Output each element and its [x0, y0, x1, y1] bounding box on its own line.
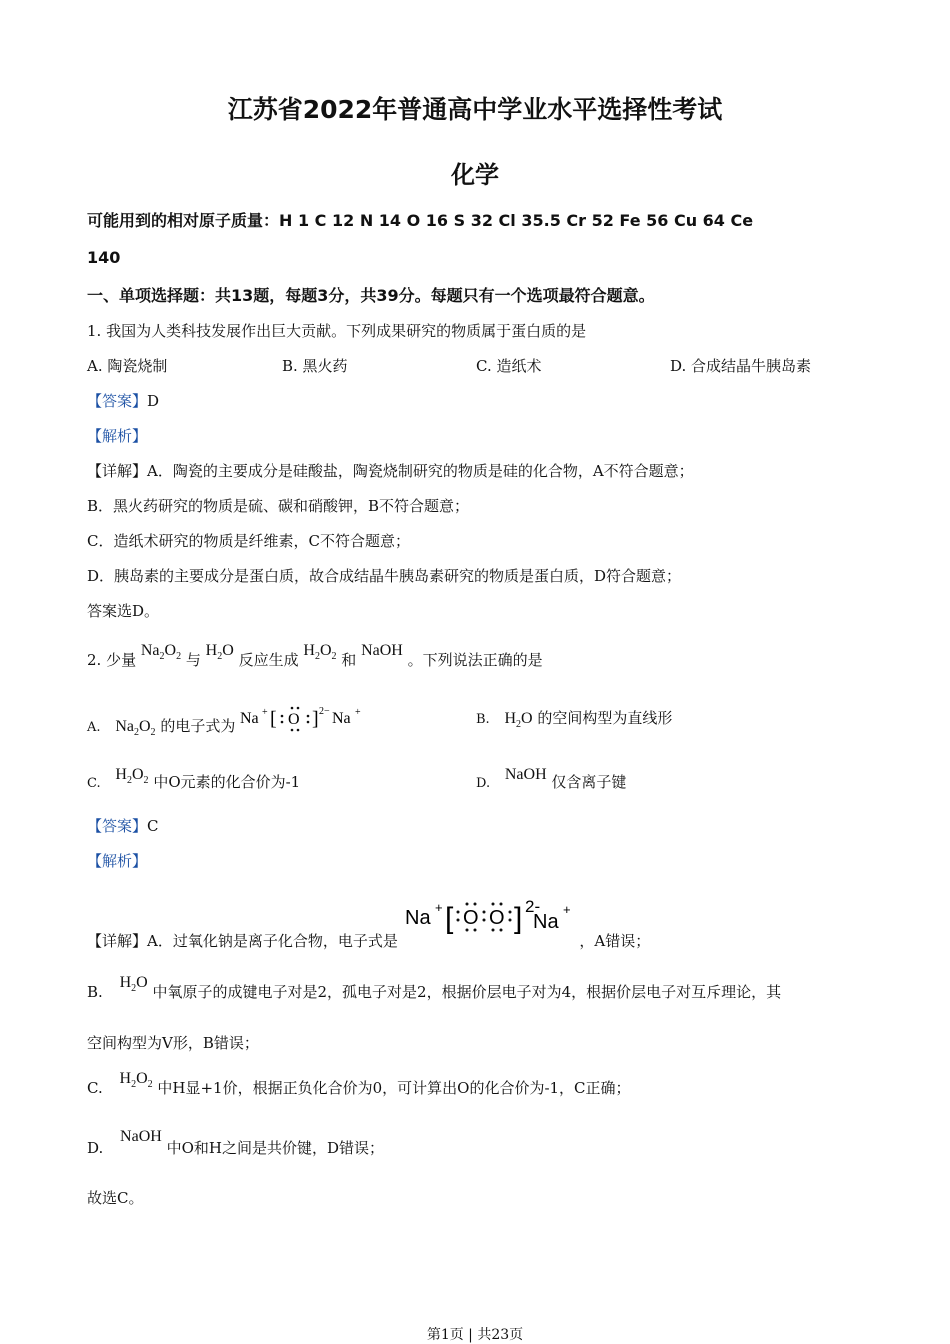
- svg-text:Na: Na: [332, 710, 351, 727]
- page-title: 江苏省2022年普通高中学业水平选择性考试: [227, 95, 723, 124]
- answer-tag: 【答案】: [87, 817, 148, 835]
- formula-naoh: NaOH: [504, 766, 547, 783]
- answer-value: C: [147, 817, 159, 835]
- q1-detail-b: B．黑火药研究的物质是硫、碳和硝酸钾，B不符合题意；: [87, 497, 470, 515]
- q1-detail-a: [87, 461, 694, 481]
- opt-text: 的电子式为: [160, 717, 236, 735]
- q1-detail-c: C．造纸术研究的物质是纤维素，C不符合题意；: [87, 532, 410, 550]
- svg-text:O: O: [488, 907, 505, 929]
- q2-stem-suffix: 。下列说法正确的是: [407, 651, 543, 669]
- q2-stem-mid: 反应生成: [238, 651, 299, 669]
- q2-stem-he: 和: [341, 651, 357, 669]
- q1-option-a: A. 陶瓷烧制: [87, 357, 168, 375]
- subject-title: 化学: [451, 161, 499, 189]
- atomic-masses-line2: 140: [87, 248, 121, 267]
- electron-formula-detailed-image: [403, 898, 575, 938]
- opt-text: 中O元素的化合价为-1: [153, 773, 301, 791]
- detail-label: C.: [87, 1079, 103, 1097]
- svg-text:+: +: [562, 902, 571, 917]
- electron-formula-simple-image: [240, 705, 365, 739]
- q1-stem: 1. 我国为人类科技发展作出巨大贡献。下列成果研究的物质属于蛋白质的是: [87, 322, 587, 340]
- q2-option-b: [476, 708, 672, 735]
- detail-end: ，A错误；: [579, 932, 651, 950]
- svg-text:+: +: [355, 707, 361, 718]
- detail-text: A．陶瓷的主要成分是硅酸盐，陶瓷烧制研究的物质是硅的化合物，A不符合题意；: [147, 462, 694, 480]
- detail-text: 中氧原子的成键电子对是2，孤电子对是2，根据价层电子对为4，根据价层电子对互斥理论，其: [152, 983, 782, 1001]
- q2-detail-b2: 空间构型为V形，B错误；: [87, 1034, 259, 1052]
- opt-text: 的空间构型为直线形: [537, 709, 673, 727]
- q2-detail-d: [87, 1126, 384, 1156]
- formula-na2o2: $Na_2O_2$: [115, 718, 156, 739]
- q1-option-b: B. 黑火药: [282, 357, 348, 375]
- detail-tag: 【详解】: [87, 932, 148, 950]
- detail-tag: 【详解】: [87, 462, 148, 480]
- section-header: 一、单项选择题：共13题，每题3分，共39分。每题只有一个选项最符合题意。: [87, 286, 655, 305]
- svg-text:]: ]: [312, 708, 319, 730]
- svg-text:]: ]: [513, 902, 522, 935]
- formula-h2o2: $H_2O_2$: [119, 1070, 153, 1091]
- q2-option-c: [87, 765, 300, 794]
- page-footer: 第1页 | 共23页: [426, 1327, 524, 1343]
- opt-label: D.: [476, 776, 491, 791]
- formula-naoh: NaOH: [361, 642, 403, 659]
- formula-na2o2: $Na_2O_2$: [140, 642, 182, 663]
- q1-analysis-tag: 【解析】: [87, 427, 148, 445]
- formula-naoh: NaOH: [120, 1128, 162, 1145]
- detail-text: 中H显+1价，根据正负化合价为0，可计算出O的化合价为-1，C正确；: [157, 1079, 631, 1097]
- svg-text:Na: Na: [404, 907, 431, 929]
- q1-option-d: D. 合成结晶牛胰岛素: [670, 357, 812, 375]
- formula-h2o2: $H_2O_2$: [115, 766, 149, 787]
- formula-h2o: $H_2O$: [205, 642, 234, 663]
- q2-detail-c: [87, 1068, 631, 1098]
- q2-analysis-tag: 【解析】: [87, 852, 148, 870]
- q2-detail-b: [87, 972, 781, 1002]
- svg-text:O: O: [288, 711, 300, 728]
- opt-label: C.: [87, 776, 101, 791]
- q2-stem-prefix: 2. 少量: [87, 651, 137, 669]
- svg-text:2−: 2−: [319, 706, 330, 717]
- q2-answer: [87, 816, 159, 836]
- svg-text:+: +: [262, 707, 268, 718]
- q1-answer: [87, 391, 159, 411]
- q2-option-d: [476, 765, 626, 794]
- detail-text: A．过氧化钠是离子化合物，电子式是: [147, 932, 398, 950]
- detail-label: D.: [87, 1139, 104, 1157]
- formula-h2o: $H_2O$: [504, 710, 533, 731]
- formula-h2o: $H_2O$: [119, 974, 148, 995]
- svg-text:2-: 2-: [524, 898, 540, 916]
- q2-conclusion: 故选C。: [87, 1189, 144, 1207]
- svg-text:+: +: [434, 900, 443, 915]
- svg-text:O: O: [462, 907, 479, 929]
- svg-text:[: [: [444, 902, 453, 935]
- opt-label: A.: [87, 720, 101, 735]
- q1-detail-d: D．胰岛素的主要成分是蛋白质，故合成结晶牛胰岛素研究的物质是蛋白质，D符合题意；: [87, 567, 682, 585]
- opt-text: 仅含离子键: [551, 773, 627, 791]
- q2-option-a: [87, 705, 365, 743]
- svg-text:[: [: [270, 708, 277, 730]
- detail-text: 中O和H之间是共价键，D错误；: [166, 1139, 384, 1157]
- atomic-masses-line1: 可能用到的相对原子质量：H 1 C 12 N 14 O 16 S 32 Cl 35.5 Cr 52 Fe 56 Cu 64 Ce: [87, 211, 754, 230]
- q2-stem: [87, 640, 543, 670]
- q2-stem-yu: 与: [185, 651, 201, 669]
- q2-detail-a: [87, 898, 651, 950]
- answer-tag: 【答案】: [87, 392, 148, 410]
- answer-value: D: [147, 392, 160, 410]
- q1-conclusion: 答案选D。: [87, 602, 160, 620]
- opt-label: B.: [476, 712, 490, 727]
- detail-label: B.: [87, 983, 103, 1001]
- na-left: Na: [240, 710, 259, 727]
- svg-text:Na: Na: [532, 911, 559, 933]
- q1-option-c: C. 造纸术: [476, 357, 542, 375]
- formula-h2o2: $H_2O_2$: [303, 642, 337, 663]
